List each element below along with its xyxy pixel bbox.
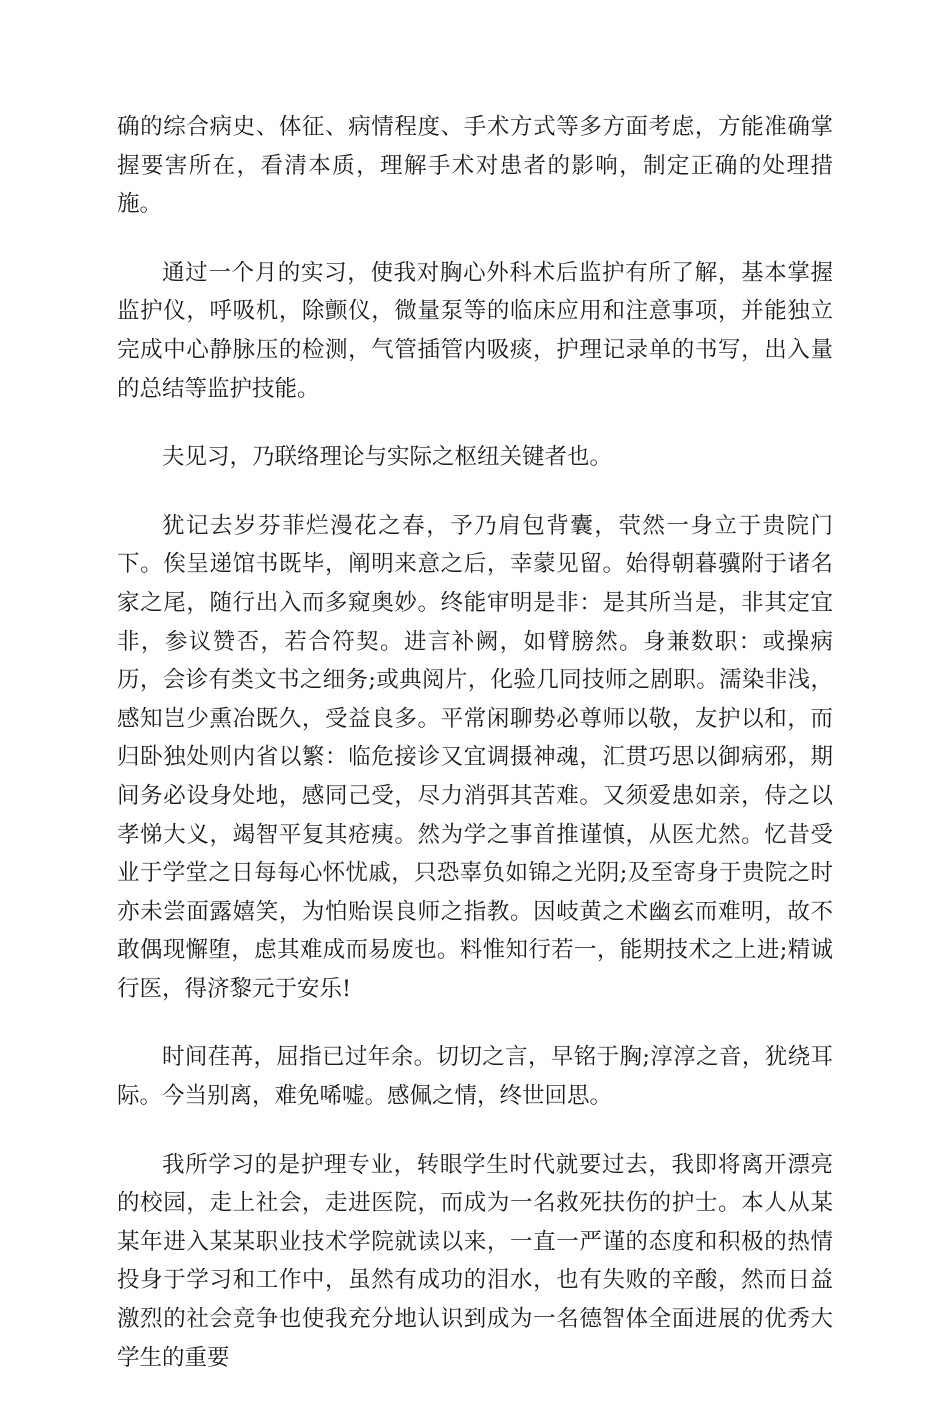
document-body (117, 108, 833, 1407)
paragraph-observation-intro: 夫见习，乃联络理论与实际之枢纽关键者也。 (162, 444, 613, 471)
paragraph-farewell: 时间荏苒，屈指已过年余。切切之言，早铭于胸;淳淳之音，犹绕耳际。今当别离，难免唏嘘。感佩之情，终世回思。 (117, 1044, 833, 1110)
paragraph-continued: 确的综合病史、体征、病情程度、手术方式等多方面考虑，方能准确掌握要害所在，看清本质，理解手术对患者的影响，制定正确的处理措施。 (117, 114, 833, 218)
paragraph-classical-reflection: 犹记去岁芬菲烂漫花之春，予乃肩包背囊，茕然一身立于贵院门下。俟呈递馆书既毕，阐明来意之后，幸蒙见留。始得朝暮骥附于诸名家之尾，随行出入而多窥奥妙。终能审明是非：是其所当是，非其定宜非，参议赞否，若合符契。进言补阙，如臂膀然。身兼数职：或操病历，会诊有类文书之细务;或典阅片，化验几同技师之剧职。濡染非浅，感知岂少熏冶既久，受益良多。平常闲聊势必尊师以敬，友护以和，而归卧独处则内省以繁：临危接诊又宜调摄神魂，汇贯巧思以御病邪，期间务必设身处地，感同己受，尽力消弭其苦难。又须爱患如亲，侍之以孝悌大义，竭智平复其疮痍。然为学之事首推谨慎，从医尤然。忆昔受业于学堂之日每每心怀忧戚，只恐辜负如锦之光阴;及至寄身于贵院之时亦未尝面露嬉笑，为怕贻误良师之指教。因岐黄之术幽玄而难明，故不敢偶现懈堕，虑其难成而易废也。料惟知行若一，能期技术之上进;精诚行医，得济黎元于安乐! (117, 512, 833, 1002)
paragraph-nursing-self-assessment: 我所学习的是护理专业，转眼学生时代就要过去，我即将离开漂亮的校园，走上社会，走进医院，而成为一名救死扶伤的护士。本人从某某年进入某某职业技术学院就读以来，一直一严谨的态度和积极的热情投身于学习和工作中，虽然有成功的泪水，也有失败的辛酸，然而日益激烈的社会竞争也使我充分地认识到成为一名德智体全面进展的优秀大学生的重要 (117, 1151, 833, 1371)
paragraph-internship-summary: 通过一个月的实习，使我对胸心外科术后监护有所了解，基本掌握监护仪，呼吸机，除颤仪，微量泵等的临床应用和注意事项，并能独立完成中心静脉压的检测，气管插管内吸痰，护理记录单的书写，出入量的总结等监护技能。 (117, 259, 833, 402)
